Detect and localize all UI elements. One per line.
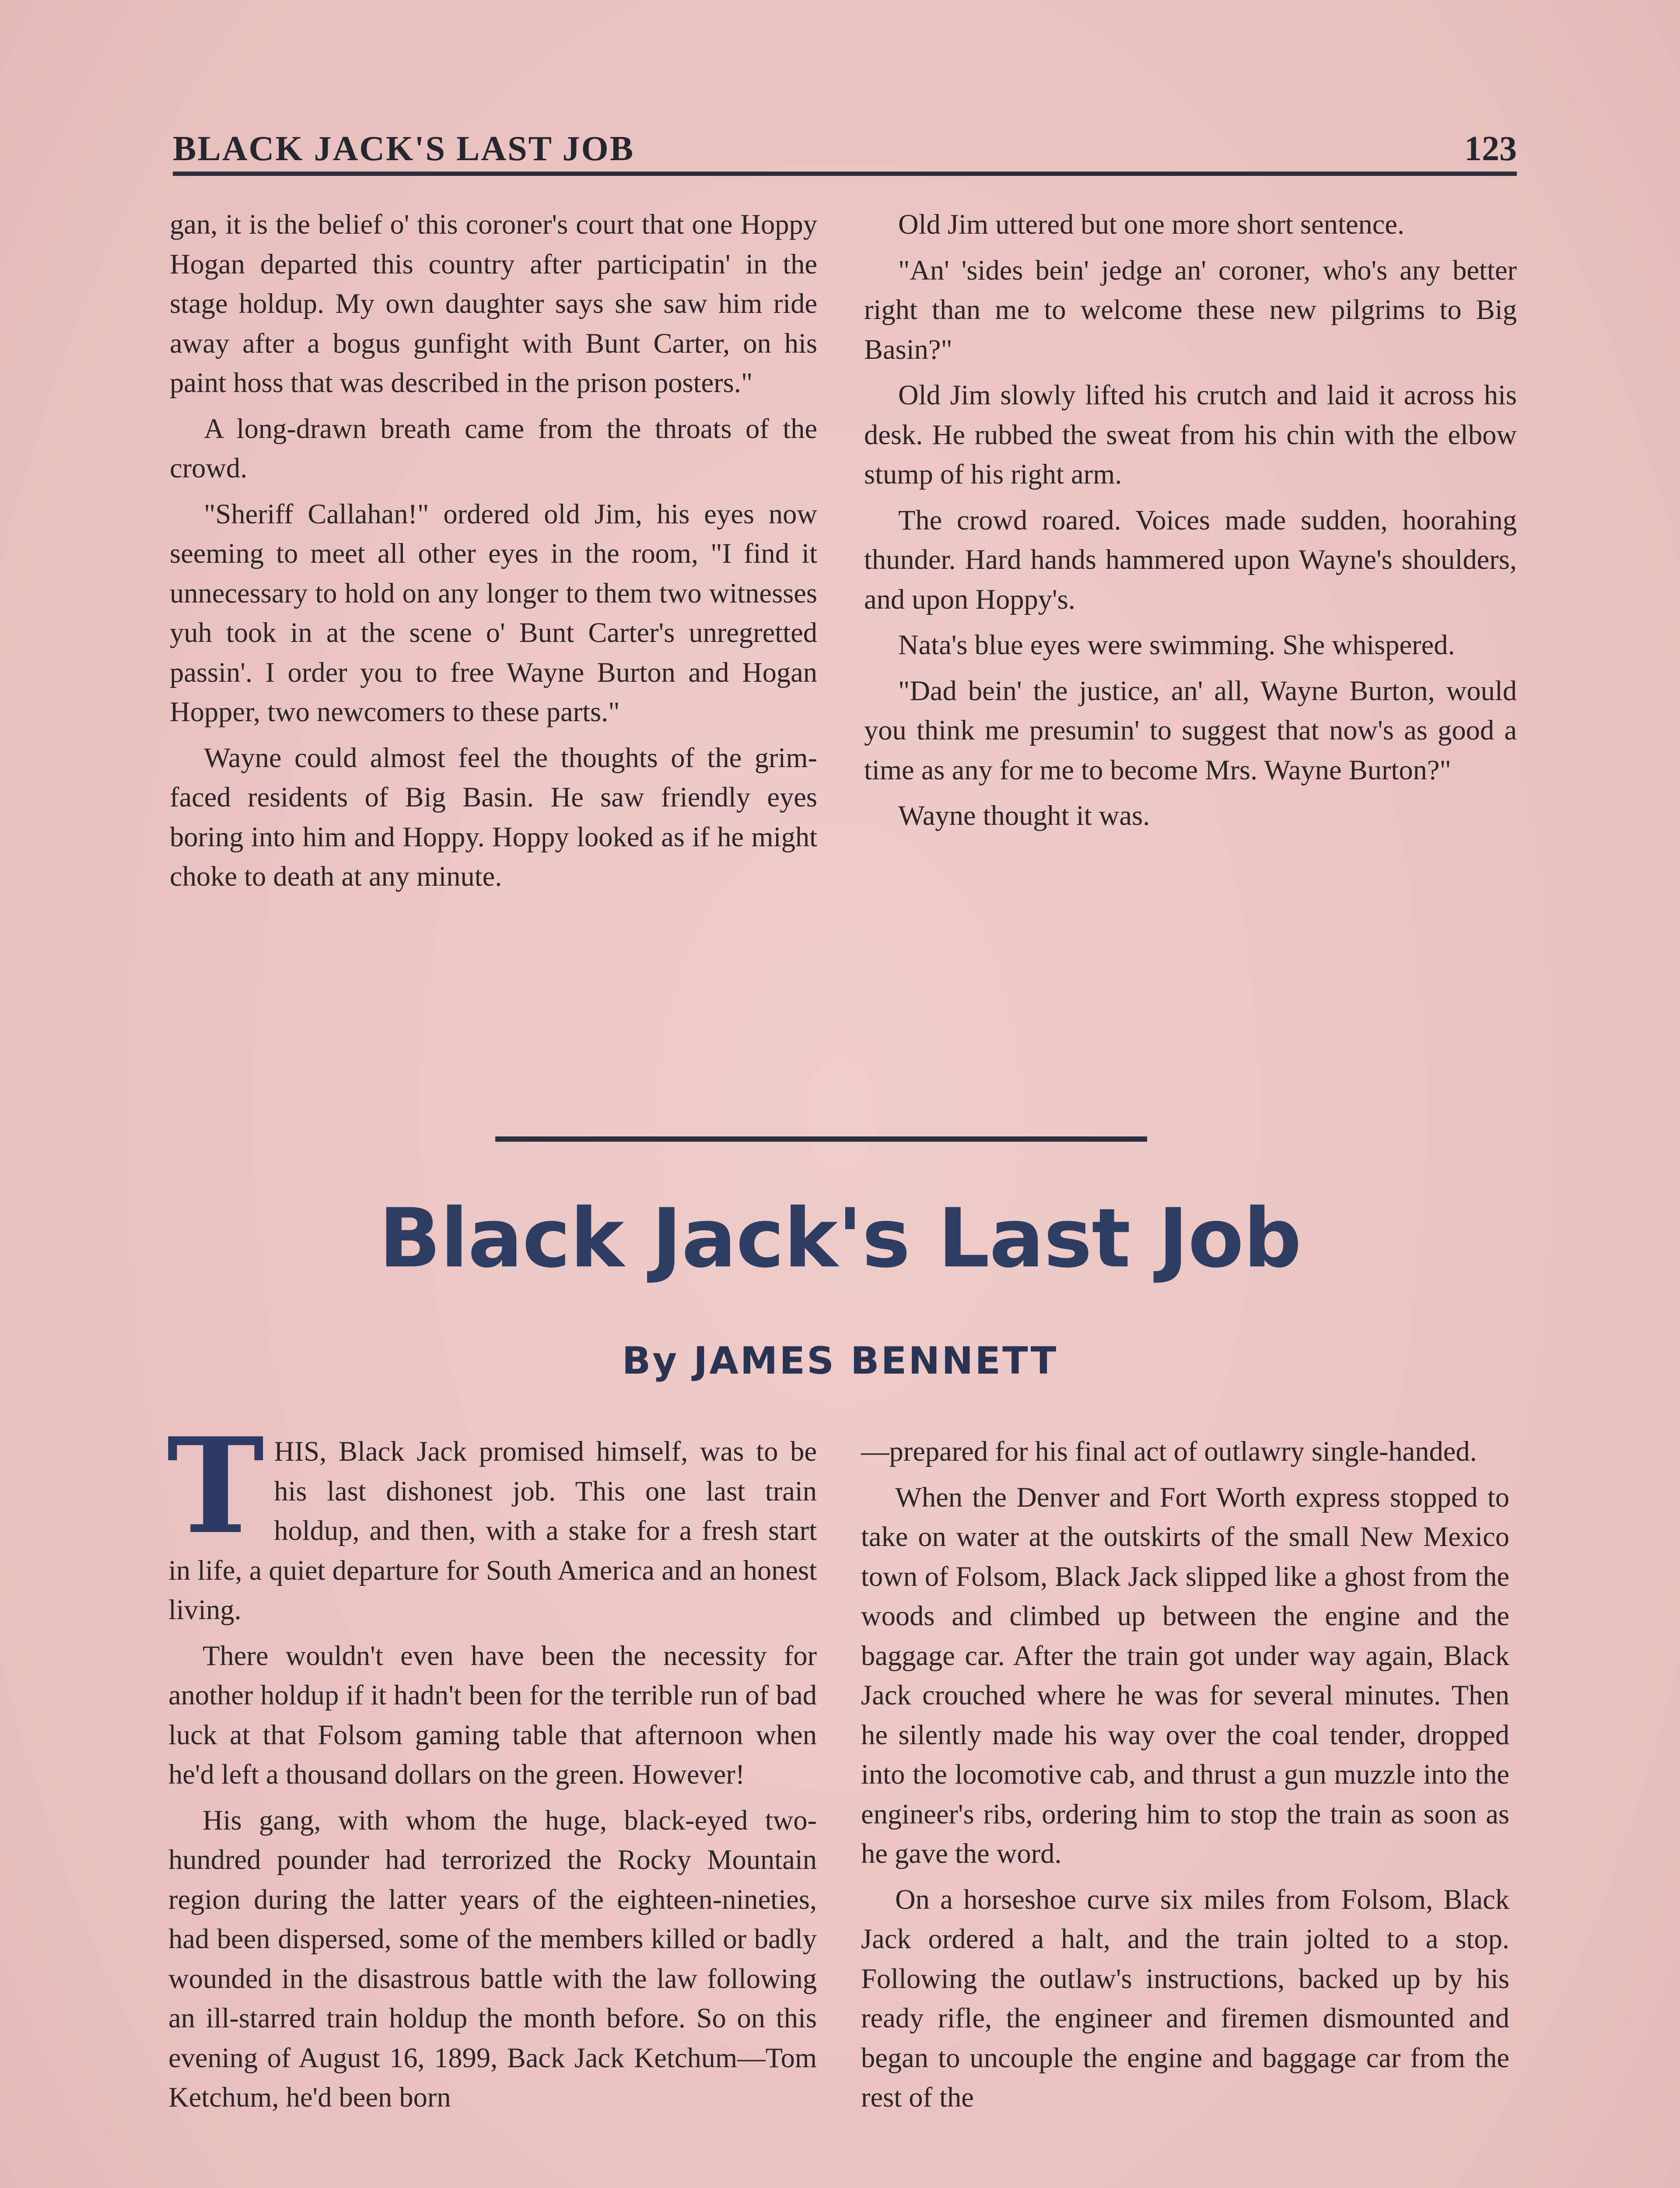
story-title: Black Jack's Last Job — [378, 1191, 1302, 1286]
paragraph: Wayne could almost feel the thoughts of the grim-faced residents of Big Basin. He saw friendly eyes boring into him and Hoppy. Hoppy looked as if he might choke to death at any minute. — [170, 742, 817, 892]
running-title: BLACK JACK'S LAST JOB — [173, 130, 635, 168]
running-header — [173, 127, 1517, 171]
paragraph: "An' 'sides bein' jedge an' coroner, who's any better right than me to welcome these new pilgrims to Big Basin?" — [864, 254, 1517, 365]
paragraph: The crowd roared. Voices made sudden, hoorahing thunder. Hard hands hammered upon Wayne's shoulders, and upon Hoppy's. — [864, 504, 1517, 615]
opening-paragraph — [167, 1409, 817, 1630]
paragraph: "Dad bein' the justice, an' all, Wayne Burton, would you think me presumin' to suggest that now's as good a time as any for me to become Mrs. Wayne Burton?" — [864, 675, 1517, 785]
page-number: 123 — [1464, 130, 1517, 168]
paragraph: There wouldn't even have been the necessity for another holdup if it hadn't been for the terrible run of bad luck at that Folsom gaming table that afternoon when he'd left a thousand dollars on the green. However! — [168, 1640, 817, 1790]
paragraph: A long-drawn breath came from the throats of the crowd. — [170, 413, 817, 484]
opening-text: HIS, Black Jack promised himself, was to be his last dishonest job. This one last train holdup, and then, with a stake for a fresh start in life, a quiet departure for South America and an honest living. — [168, 1436, 817, 1625]
previous-story-right-column — [864, 205, 1517, 842]
paragraph: gan, it is the belief o' this coroner's court that one Hoppy Hogan departed this country after participatin' in the stage holdup. My own daughter says she saw him ride away after a bogus gunfight with Bunt Carter, on his paint hoss that was described in the prison posters." — [170, 209, 817, 398]
paragraph: Wayne thought it was. — [898, 800, 1150, 831]
story-right-column — [861, 1432, 1509, 2124]
header-rule — [173, 172, 1517, 176]
paragraph: "Sheriff Callahan!" ordered old Jim, his eyes now seeming to meet all other eyes in the room, "I find it unnecessary to hold on any longer to them two witnesses yuh took in at the scene o' Bunt Carter's unregretted passin'. I order you to free Wayne Burton and Hogan Hopper, two newcomers to these parts." — [170, 498, 817, 727]
paragraph: Old Jim slowly lifted his crutch and laid it across his desk. He rubbed the sweat from his chin with the elbow stump of his right arm. — [864, 379, 1517, 490]
paragraph: His gang, with whom the huge, black-eyed two-hundred pounder had terrorized the Rocky Mountain region during the latter years of the eighteen-nineties, had been dispersed, some of the members killed or badly wounded in the disastrous battle with the law following an ill-starred train holdup the month before. So on this evening of August 16, 1899, Back Jack Ketchum—Tom Ketchum, he'd been born — [168, 1804, 817, 2113]
paragraph-continuation: —prepared for his final act of outlawry single-handed. — [861, 1436, 1477, 1467]
drop-cap: T — [167, 1409, 265, 1563]
paragraph: Nata's blue eyes were swimming. She whispered. — [898, 629, 1455, 660]
previous-story-left-column — [170, 205, 817, 903]
paragraph: On a horseshoe curve six miles from Folsom, Black Jack ordered a halt, and the train jolted to a stop. Following the outlaw's instructions, backed up by his ready rifle, the engineer and firemen dismounted and began to uncouple the engine and baggage car from the rest of the — [861, 1883, 1509, 2113]
story-byline: By JAMES BENNETT — [622, 1339, 1058, 1383]
story-left-column — [167, 1409, 817, 2124]
paragraph: When the Denver and Fort Worth express stopped to take on water at the outskirts of the small New Mexico town of Folsom, Black Jack slipped like a ghost from the woods and climbed up between the engine and the baggage car. After the train got under way again, Black Jack crouched where he was for several minutes. Then he silently made his way over the coal tender, dropped into the locomotive cab, and thrust a gun muzzle into the engineer's ribs, ordering him to stop the train as soon as he gave the word. — [861, 1481, 1509, 1869]
story-divider-rule — [495, 1136, 1147, 1142]
paragraph: Old Jim uttered but one more short sentence. — [898, 209, 1405, 240]
